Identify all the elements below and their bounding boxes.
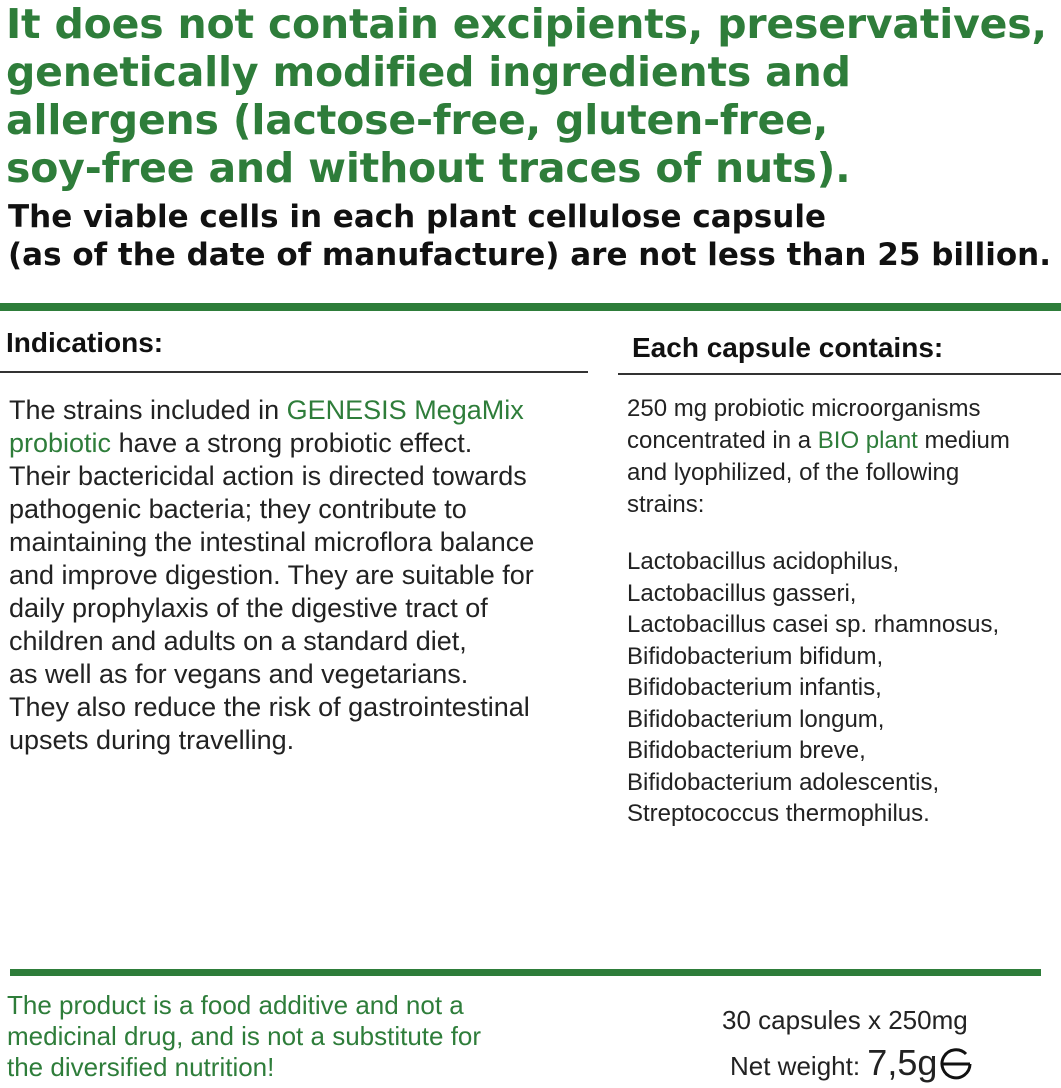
indications-line: and improve digestion. They are suitable for xyxy=(9,560,534,590)
product-name: GENESIS MegaMix xyxy=(286,395,524,425)
allergen-headline xyxy=(6,0,1061,192)
indications-line: as well as for vegans and vegetarians. xyxy=(9,659,469,689)
capsule-line: strains: xyxy=(627,491,705,518)
net-weight-value: 7,5g xyxy=(867,1042,938,1083)
net-weight xyxy=(730,1042,973,1088)
indications-line: daily prophylaxis of the digestive tract of xyxy=(9,593,488,623)
indications-body xyxy=(9,394,534,757)
capsule-line xyxy=(627,425,1010,457)
list-item: Bifidobacterium breve, xyxy=(627,737,866,764)
headline-line: genetically modified ingredients and xyxy=(6,48,851,96)
indications-line xyxy=(9,427,534,460)
headline-line: It does not contain excipients, preservatives, xyxy=(6,0,1047,48)
indications-line: Their bactericidal action is directed towards xyxy=(9,461,527,491)
headline-line: soy-free and without traces of nuts). xyxy=(6,144,851,192)
indications-line: pathogenic bacteria; they contribute to xyxy=(9,494,467,524)
indications-line: children and adults on a standard diet, xyxy=(9,626,467,656)
capsule-line: and lyophilized, of the following xyxy=(627,459,960,486)
indications-title: Indications: xyxy=(6,327,164,358)
disclaimer-line: the diversified nutrition! xyxy=(7,1052,275,1082)
list-item: Bifidobacterium infantis, xyxy=(627,674,882,701)
product-name: probiotic xyxy=(9,428,112,458)
capsule-body xyxy=(627,393,1010,521)
list-item: Streptococcus thermophilus. xyxy=(627,800,930,827)
bio-plant-highlight: BIO plant xyxy=(817,427,918,454)
capsule-title: Each capsule contains: xyxy=(632,332,944,363)
headline-line: allergens (lactose-free, gluten-free, xyxy=(6,96,829,144)
disclaimer-line: medicinal drug, and is not a substitute for xyxy=(7,1021,482,1051)
indications-line: upsets during travelling. xyxy=(9,725,295,755)
indications-text: The strains included in xyxy=(9,395,287,425)
viability-line: The viable cells in each plant cellulose capsule xyxy=(8,199,826,235)
list-item: Bifidobacterium longum, xyxy=(627,705,885,733)
bottom-divider xyxy=(10,969,1041,976)
estimated-sign-icon xyxy=(939,1047,973,1088)
indications-underline xyxy=(0,371,588,373)
capsule-line: 250 mg probiotic microorganisms xyxy=(627,395,981,422)
indications-line: They also reduce the risk of gastrointestinal xyxy=(9,692,530,722)
list-item: Lactobacillus gasseri, xyxy=(627,579,857,607)
viability-statement xyxy=(8,198,1051,274)
list-item: Lactobacillus casei sp. rhamnosus, xyxy=(627,611,1000,638)
disclaimer-note xyxy=(7,990,481,1083)
pack-size: 30 capsules x 250mg xyxy=(722,1005,968,1035)
capsule-text: concentrated in a xyxy=(627,427,818,454)
disclaimer-line: The product is a food additive and not a xyxy=(7,990,464,1020)
capsule-underline xyxy=(618,373,1061,375)
indications-text: have a strong probiotic effect. xyxy=(111,428,473,458)
net-weight-label: Net weight: xyxy=(730,1051,868,1081)
list-item: Bifidobacterium adolescentis, xyxy=(627,768,940,796)
list-item: Bifidobacterium bifidum, xyxy=(627,642,884,670)
viability-line: (as of the date of manufacture) are not less than 25 billion. xyxy=(8,237,1052,273)
list-item: Lactobacillus acidophilus, xyxy=(627,548,900,575)
strain-list xyxy=(627,546,999,830)
top-divider xyxy=(0,303,1061,311)
indications-line: maintaining the intestinal microflora balance xyxy=(9,527,535,557)
capsule-text: medium xyxy=(917,427,1010,454)
indications-line xyxy=(9,394,534,427)
